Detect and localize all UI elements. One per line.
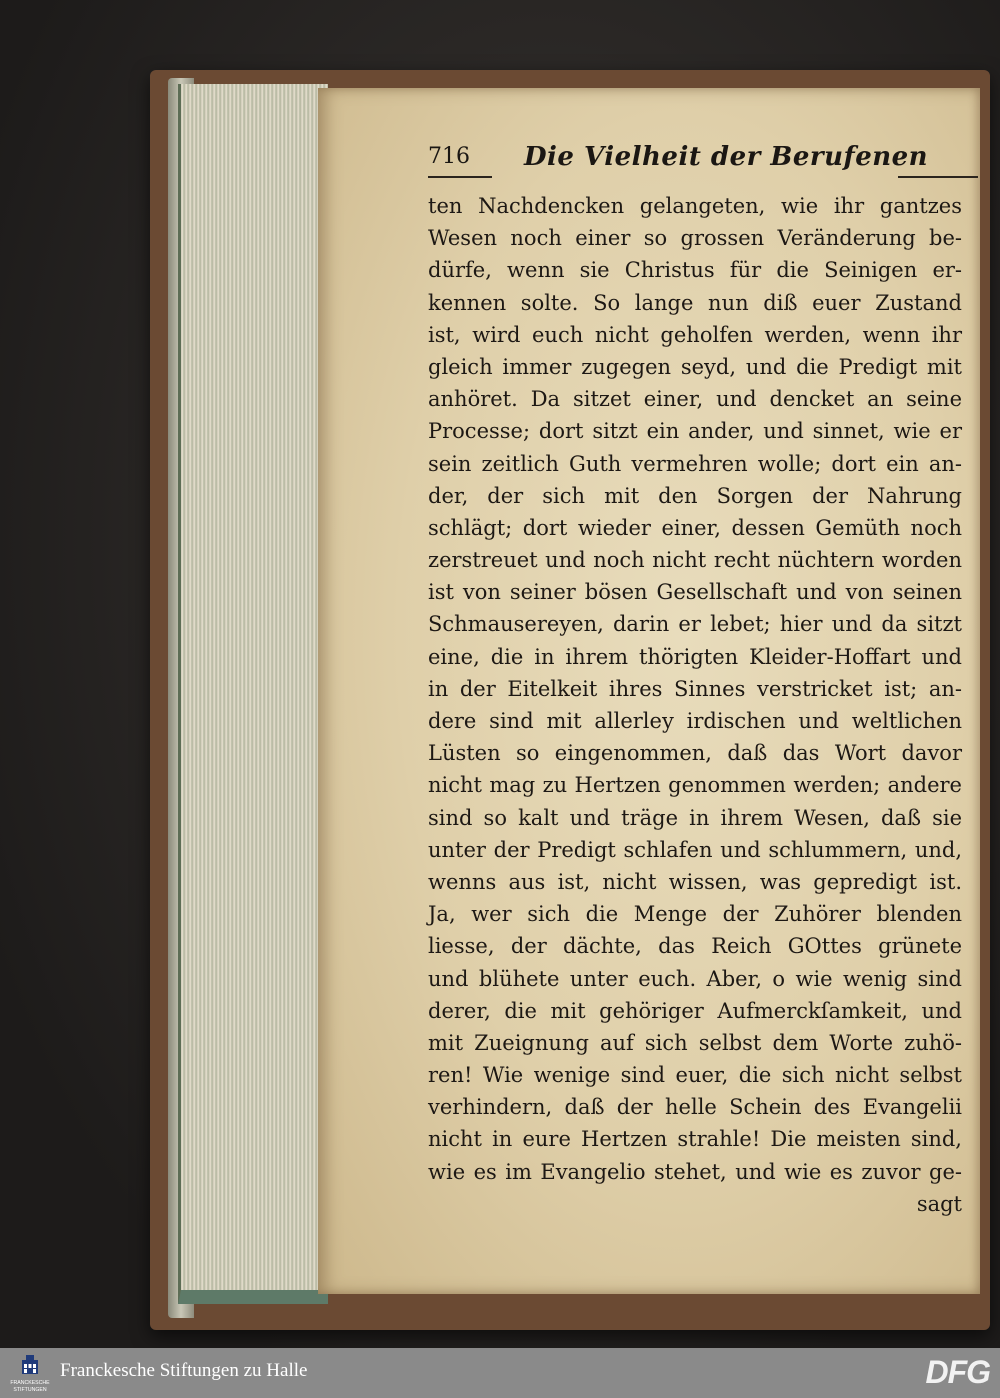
- page-edges: [178, 84, 328, 1304]
- text-line: nicht in eure Hertzen strahle! Die meisten sind,: [428, 1127, 962, 1152]
- text-line: wie es im Evangelio stehet, und wie es zuvor ge-: [428, 1159, 962, 1184]
- text-line: dürfe, wenn sie Christus für die Seinigen er-: [428, 258, 962, 283]
- footer-bar: [0, 1348, 1000, 1398]
- page-number: 716: [428, 144, 470, 169]
- text-line: in der Eitelkeit ihres Sinnes verstricket ist; an-: [428, 676, 962, 701]
- body-text: [428, 190, 962, 1220]
- text-line: liesse, der dächte, das Reich GOttes grünete: [428, 934, 962, 959]
- text-line: Wesen noch einer so grossen Veränderung be-: [428, 226, 962, 251]
- text-line: der, der sich mit den Sorgen der Nahrung: [428, 483, 962, 508]
- header-rule-right: [898, 176, 978, 178]
- text-line: und blühete unter euch. Aber, o wie wenig sind: [428, 966, 962, 991]
- text-line: sind so kalt und träge in ihrem Wesen, daß sie: [428, 805, 962, 830]
- dfg-logo[interactable]: DFG: [925, 1354, 990, 1390]
- text-line: schlägt; dort wieder einer, dessen Gemüth noch: [428, 515, 962, 540]
- header-rule-left: [428, 176, 492, 178]
- text-line: nicht mag zu Hertzen genommen werden; andere: [428, 773, 962, 798]
- running-head: Die Vielheit der Berufenen: [524, 142, 929, 172]
- text-line: kennen solte. So lange nun diß euer Zustand: [428, 290, 962, 315]
- text-line: wenns aus ist, nicht wissen, was gepredigt ist.: [428, 869, 962, 894]
- catchword: sagt: [916, 1191, 962, 1216]
- page-header: [420, 140, 968, 180]
- text-line: anhöret. Da sitzet einer, und dencket an seine: [428, 387, 962, 412]
- text-line: verhindern, daß der helle Schein des Evangelii: [428, 1095, 962, 1120]
- text-line: mit Zueignung auf sich selbst dem Worte zuhö-: [428, 1030, 962, 1055]
- text-line: zerstreuet und noch nicht recht nüchtern worden: [428, 548, 962, 573]
- svg-text:STIFTUNGEN: STIFTUNGEN: [13, 1387, 47, 1393]
- text-line: sein zeitlich Guth vermehren wolle; dort ein an-: [428, 451, 962, 476]
- text-line: eine, die in ihrem thörigten Kleider-Hoffart und: [428, 644, 962, 669]
- institution-name: Franckesche Stiftungen zu Halle: [60, 1360, 308, 1381]
- text-line: unter der Predigt schlafen und schlummern, und,: [428, 837, 962, 862]
- text-line: ist von seiner bösen Gesellschaft und von seinen: [428, 580, 962, 605]
- text-line: ten Nachdencken gelangeten, wie ihr gantzes: [428, 194, 962, 218]
- text-line: derer, die mit gehöriger Aufmerckſamkeit, und: [428, 998, 962, 1023]
- text-line: ren! Wie wenige sind euer, die sich nicht selbst: [428, 1063, 962, 1088]
- text-line: Processe; dort sitzt ein ander, und sinnet, wie er: [428, 419, 962, 444]
- text-line: ist, wird euch nicht geholfen werden, wenn ihr: [428, 322, 962, 347]
- svg-text:FRANCKESCHE: FRANCKESCHE: [10, 1380, 50, 1386]
- text-line: Lüsten so eingenommen, daß das Wort davor: [428, 741, 962, 766]
- text-line: gleich immer zugegen seyd, und die Predigt mit: [428, 354, 962, 379]
- text-line: dere sind mit allerley irdischen und weltlichen: [428, 709, 962, 733]
- text-line: Schmausereyen, darin er lebet; hier und da sitzt: [428, 612, 962, 637]
- text-line: Ja, wer sich die Menge der Zuhörer blenden: [428, 902, 962, 927]
- franckesche-stiftungen-logo[interactable]: [8, 1352, 52, 1394]
